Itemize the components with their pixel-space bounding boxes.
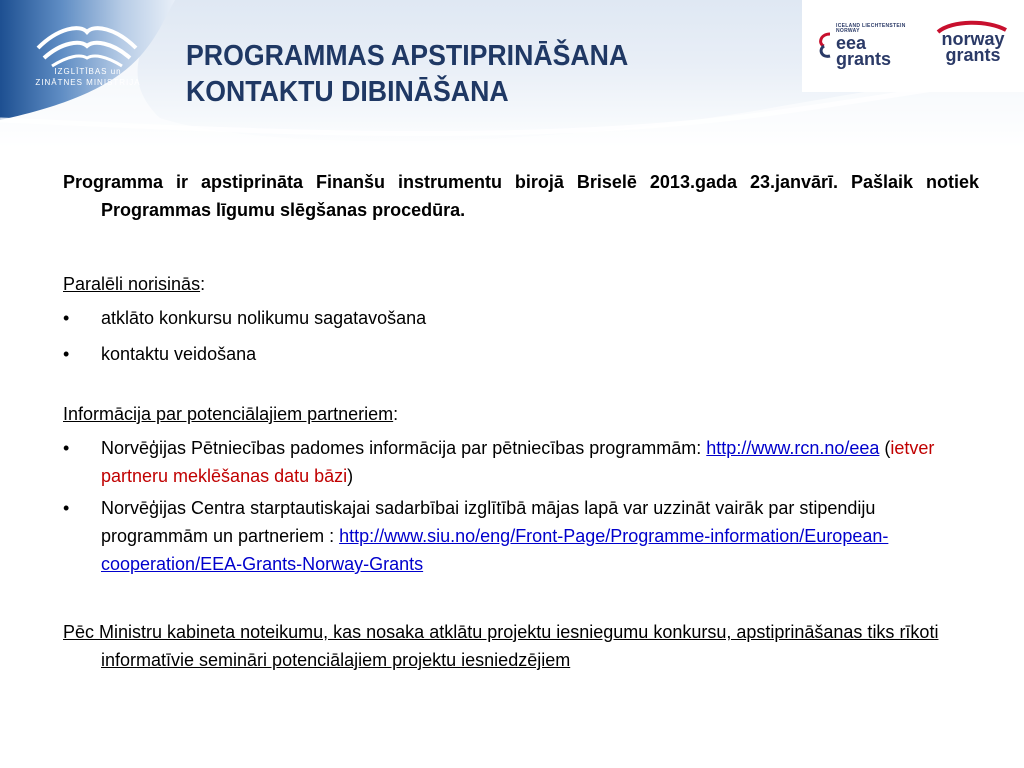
- grants-logos: [802, 0, 1024, 92]
- bullet: •: [63, 344, 70, 364]
- info-heading: [63, 400, 979, 428]
- title-line-2: KONTAKTU DIBINĀŠANA: [186, 76, 509, 108]
- parallel-heading: [63, 270, 979, 298]
- slide-body: [63, 168, 979, 674]
- list-item-text: kontaktu veidošana: [101, 344, 257, 364]
- list-item: [63, 340, 979, 368]
- closing-text: Pēc Ministru kabineta noteikumu, kas nosaka atklātu projektu iesniegumu konkursu, apstiprināšanas tiks rīkoti informatīvie semināri potenciālajiem projektu iesniedzējiem: [63, 622, 939, 670]
- list-item-text: atklāto konkursu nolikumu sagatavošana: [101, 308, 427, 328]
- parallel-list: [63, 304, 979, 368]
- rcn-link[interactable]: http://www.rcn.no/eea: [706, 438, 880, 458]
- slide-title: [186, 38, 738, 110]
- info-list: [63, 434, 979, 578]
- norway-grants-logo: [928, 20, 1018, 72]
- intro-paragraph: Programma ir apstiprināta Finanšu instrumentu birojā Briselē 2013.gada 23.janvārī. Pašlaik notiek Programmas līgumu slēgšanas procedūra.: [63, 172, 979, 220]
- ministry-name: IZGLĪTĪBAS un ZINĀTNES MINISTRIJA: [35, 67, 141, 87]
- paren-open: (: [879, 438, 891, 458]
- list-item: [63, 494, 979, 578]
- rcn-description: Norvēģijas Pētniecības padomes informācija par pētniecības programmām:: [101, 438, 707, 458]
- info-heading-text: Informācija par potenciālajiem partneriem: [63, 404, 394, 424]
- list-item: [63, 434, 979, 490]
- closing-paragraph: [63, 618, 979, 674]
- norway-word: norway: [941, 29, 1005, 49]
- paren-close: ): [347, 466, 354, 486]
- eea-grants-logo: [816, 20, 906, 72]
- eea-countries: ICELAND LIECHTENSTEIN NORWAY: [836, 23, 906, 34]
- bullet: •: [63, 438, 70, 458]
- eea-mark-icon: [816, 30, 834, 60]
- eea-word: eea: [836, 33, 867, 53]
- slide-header: [0, 0, 1024, 150]
- siu-link[interactable]: http://www.siu.no/eng/Front-Page/Programme-information/European-cooperation/EEA-Grants-Norway-Grants: [101, 526, 889, 574]
- info-heading-colon: :: [393, 404, 399, 424]
- bullet: •: [63, 308, 70, 328]
- bullet: •: [63, 498, 70, 518]
- eea-grants-word: grants: [836, 49, 892, 69]
- parallel-heading-text: Paralēli norisinās: [63, 274, 201, 294]
- partner-database-note: ietver partneru meklēšanas datu bāzi: [101, 438, 935, 486]
- title-line-1: PROGRAMMAS APSTIPRINĀŠANA: [186, 40, 629, 72]
- norway-grants-word: grants: [945, 45, 1001, 65]
- parallel-heading-colon: :: [200, 274, 206, 294]
- list-item: [63, 304, 979, 332]
- siu-description: Norvēģijas Centra starptautiskajai sadarbībai izglītībā mājas lapā var uzzināt vairāk par stipendiju programmām un partneriem :: [101, 498, 876, 546]
